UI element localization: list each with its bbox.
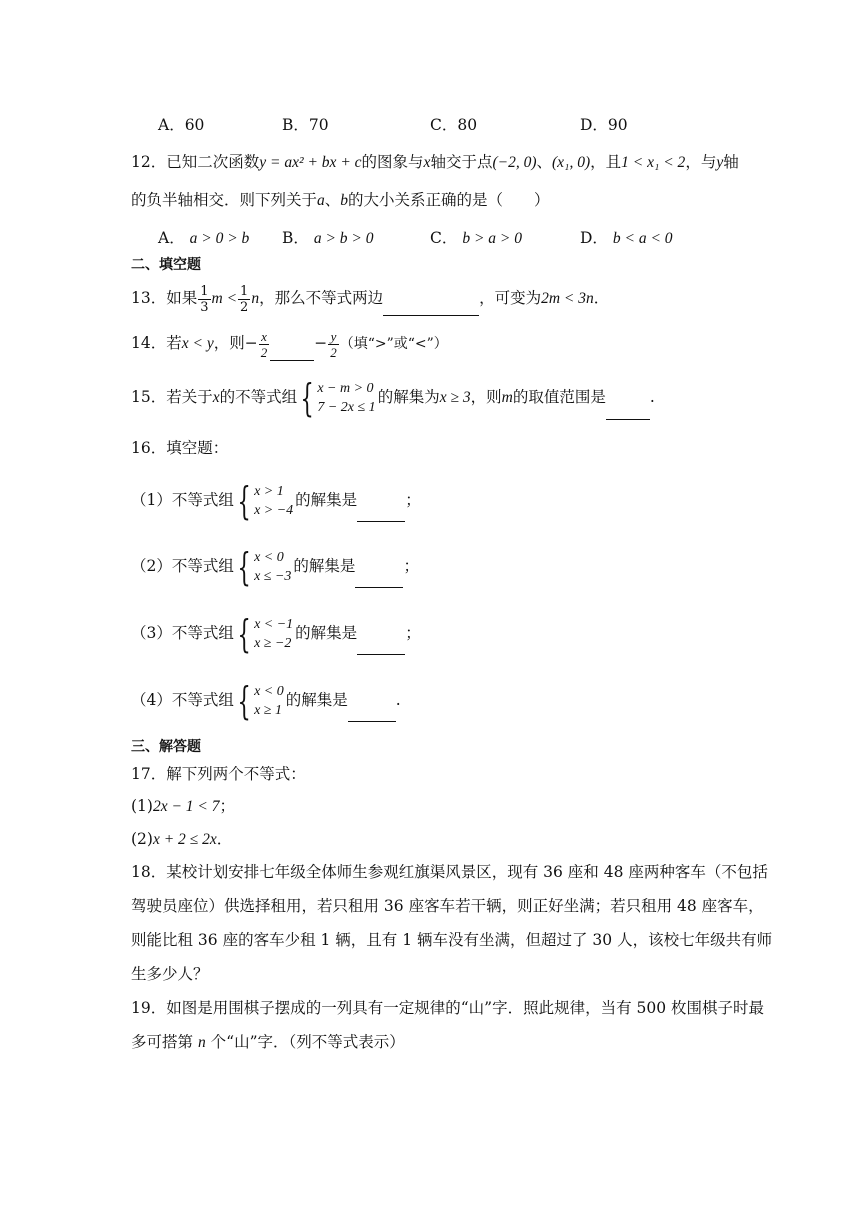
- q13-text: ，可变为: [479, 289, 542, 307]
- q18-line1: 18．某校计划安排七年级全体师生参观红旗渠风景区，现有 36 座和 48 座两种客车（不包括: [131, 863, 768, 881]
- q11-option-b: B．70: [282, 116, 329, 134]
- q17-p2-label: (2): [131, 830, 153, 848]
- q14-answer-blank[interactable]: [270, 346, 314, 361]
- q12-y-var: y: [716, 154, 724, 171]
- q19-n: n: [197, 1034, 206, 1051]
- q15-text: 的不等式组: [219, 388, 298, 406]
- q18-line2: 驾驶员座位）供选择租用，若只租用 36 座客车若干辆，则正好坐满；若只租用 48 座客车，: [131, 897, 764, 915]
- q12-text: 轴: [723, 153, 739, 171]
- q12-option-d: [580, 226, 673, 248]
- q16-item-system: [236, 479, 294, 523]
- q11-option-c: C．80: [430, 116, 478, 134]
- q18-line3: 则能比租 36 座的客车少租 1 辆，且有 1 辆车没有坐满，但超过了 30 人，该校七年级共有师: [131, 931, 773, 949]
- q15-solution: x ≥ 3: [439, 389, 471, 406]
- q12-option-b-label: B．: [282, 229, 309, 247]
- q14-frac1-den: 2: [260, 344, 268, 360]
- q17-p1-label: (1): [131, 797, 153, 815]
- q17-part2: [131, 829, 232, 850]
- q12-option-d-expr: b < a < 0: [612, 230, 673, 247]
- q12-sep: 、: [324, 191, 341, 209]
- q12-line1: [131, 152, 739, 173]
- q16-item-system: [236, 612, 294, 656]
- q12-x-var: x: [423, 154, 431, 171]
- q13-answer-blank[interactable]: [383, 301, 479, 316]
- q12-line2: [131, 190, 550, 211]
- q13: [131, 281, 609, 316]
- q16-item-label: （1）不等式组: [131, 491, 234, 509]
- q15-m: m: [501, 389, 513, 406]
- q13-frac2-den: 2: [240, 299, 249, 315]
- q16-item-label: （3）不等式组: [131, 624, 234, 642]
- q16-item-end: ；: [403, 557, 419, 575]
- q16-item-1-blank[interactable]: [357, 507, 405, 522]
- q12-option-d-label: D．: [580, 229, 608, 247]
- q14-frac2-den: 2: [330, 344, 337, 360]
- q16-item-3: [131, 611, 421, 655]
- q12-option-b: [282, 226, 374, 248]
- q16-item-system: [236, 679, 284, 723]
- q16-item-tail: 的解集是: [295, 624, 358, 642]
- q16-item-3-blank[interactable]: [357, 640, 405, 655]
- brace: {: [237, 679, 251, 723]
- system-row1: x < 0: [254, 684, 284, 699]
- q17-p2-end: ．: [216, 830, 233, 848]
- system-row2: x ≥ −2: [254, 636, 292, 651]
- q13-text: ，那么不等式两边: [259, 289, 384, 307]
- q14-neg1: −: [244, 334, 258, 352]
- q11-option-d: D．90: [580, 116, 628, 134]
- q14-text: ，则: [213, 334, 245, 352]
- q14: [131, 326, 448, 361]
- q15-x: x: [212, 389, 220, 406]
- q12-b-var: b: [340, 192, 349, 209]
- system-row2: x ≤ −3: [254, 569, 292, 584]
- q16-title: 16．填空题：: [131, 439, 229, 457]
- q14-neg2: −: [314, 334, 328, 352]
- q17-p1-end: ；: [219, 797, 236, 815]
- q12-option-a-expr: a > 0 > b: [189, 230, 250, 247]
- q12-a-var: a: [317, 192, 325, 209]
- brace: {: [237, 612, 251, 656]
- q16-item-system: [236, 545, 292, 589]
- q15-row2: 7 − 2x ≤ 1: [317, 400, 376, 415]
- q14-condition: x < y: [181, 335, 214, 352]
- q16-item-tail: 的解集是: [295, 491, 358, 509]
- q16-item-1: [131, 478, 421, 522]
- q15-row1: x − m > 0: [317, 381, 374, 396]
- q12-text: 的图象与: [361, 153, 424, 171]
- q13-frac2: [238, 284, 250, 315]
- q13-n: n: [251, 290, 260, 307]
- q11-option-a: A．60: [158, 116, 205, 134]
- q15-text: 的解集为: [377, 388, 440, 406]
- system-row2: x > −4: [254, 503, 294, 518]
- q13-result: 2m < 3n: [541, 290, 594, 307]
- q14-hint: （填“>”或“<”）: [339, 336, 448, 352]
- q16-item-4-blank[interactable]: [348, 707, 396, 722]
- q15-text: 的取值范围是: [512, 388, 606, 406]
- q16-item-end: .: [395, 691, 401, 709]
- q14-frac2-num: y: [328, 329, 339, 345]
- q17-p2-expr: x + 2 ≤ 2x: [152, 831, 217, 848]
- q13-frac1: [198, 284, 210, 315]
- q19-text: 个“山”字．（列不等式表示）: [210, 1033, 405, 1051]
- brace: {: [237, 479, 251, 523]
- q12-prefix: 12．已知二次函数: [131, 153, 260, 171]
- system-row2: x ≥ 1: [254, 703, 282, 718]
- q14-frac1: [259, 329, 270, 360]
- q19-line2: [131, 1032, 405, 1053]
- q19-line1: 19．如图是用围棋子摆成的一列具有一定规律的“山”字．照此规律，当有 500 枚围棋子时最: [131, 999, 765, 1017]
- q14-frac1-num: x: [259, 329, 270, 345]
- q17-part1: [131, 796, 235, 817]
- q12-text: 轴交于点: [430, 153, 493, 171]
- system-row1: x > 1: [254, 484, 284, 499]
- q15-prefix: 15．若关于: [131, 388, 213, 406]
- q18-line4: 生多少人？: [131, 965, 209, 983]
- q12-point2: (x₁, 0): [552, 154, 591, 171]
- system-row1: x < 0: [254, 550, 284, 565]
- section-2-title: 二、填空题: [131, 257, 201, 273]
- q12-option-a-label: A．: [158, 229, 185, 247]
- q16-item-tail: 的解集是: [285, 691, 348, 709]
- q13-m: m <: [211, 290, 238, 307]
- q12-text: 的大小关系正确的是（ ）: [348, 191, 550, 209]
- q16-item-4: [131, 678, 401, 722]
- q12-text: ，与: [685, 153, 717, 171]
- q13-frac1-den: 3: [200, 299, 209, 315]
- q12-text: 的负半轴相交．则下列关于: [131, 191, 318, 209]
- q16-item-2-blank[interactable]: [355, 573, 403, 588]
- q12-condition: 1 < x₁ < 2: [621, 154, 686, 171]
- q12-option-c: [430, 226, 522, 248]
- q15-text: ，则: [470, 388, 502, 406]
- q16-item-end: ；: [405, 491, 421, 509]
- q13-frac1-num: 1: [200, 283, 209, 299]
- q14-frac2: [328, 329, 339, 360]
- q19-text: 多可搭第: [131, 1033, 194, 1051]
- system-row1: x < −1: [254, 617, 294, 632]
- section-3-title: 三、解答题: [131, 739, 201, 755]
- q12-text: ，且: [590, 153, 622, 171]
- q15-inequality-system: [299, 376, 376, 420]
- q12-option-b-expr: a > b > 0: [313, 230, 374, 247]
- q15-answer-blank[interactable]: [606, 405, 650, 420]
- q12-option-c-label: C．: [430, 229, 458, 247]
- brace: {: [237, 545, 251, 589]
- q16-item-label: （2）不等式组: [131, 557, 234, 575]
- q16-item-2: [131, 544, 419, 588]
- q12-option-c-expr: b > a > 0: [462, 230, 522, 247]
- q13-frac2-num: 1: [240, 283, 249, 299]
- q12-point1: (−2, 0): [492, 154, 537, 171]
- q12-function: y = ax² + bx + c: [259, 154, 362, 171]
- q12-option-a: [158, 226, 249, 248]
- q15: [131, 375, 655, 420]
- q14-prefix: 14．若: [131, 334, 182, 352]
- q13-prefix: 13．如果: [131, 289, 198, 307]
- q12-sep: 、: [536, 153, 553, 171]
- q16-item-end: ；: [405, 624, 421, 642]
- q17-p1-expr: 2x − 1 < 7: [152, 798, 220, 815]
- q16-item-tail: 的解集是: [293, 557, 356, 575]
- q13-end: ．: [593, 289, 610, 307]
- q15-brace: {: [300, 376, 314, 420]
- q16-item-label: （4）不等式组: [131, 691, 234, 709]
- q17-title: 17．解下列两个不等式：: [131, 765, 306, 783]
- q15-end: .: [649, 388, 655, 406]
